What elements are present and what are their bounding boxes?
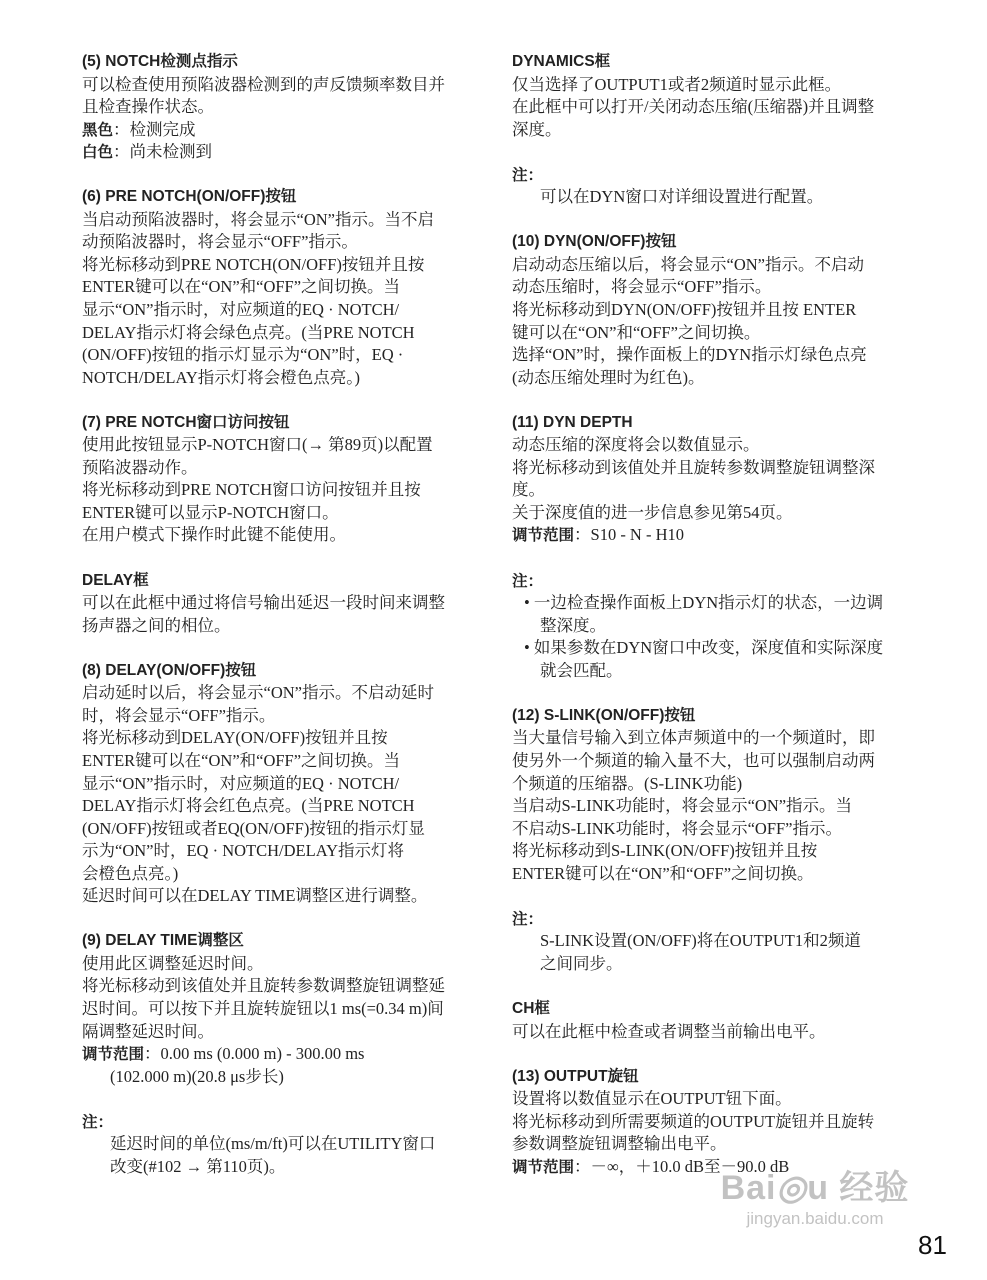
blank-line [82,908,482,931]
text: ：－∞，＋10.0 dB至－90.0 dB [574,1156,790,1176]
text: (9) DELAY TIME调整区 [82,932,244,950]
text-line [512,570,912,593]
text: DELAY指示灯将会绿色点亮。(当PRE NOTCH [82,322,415,342]
text: 时，将会显示“OFF”指示。 [82,705,276,725]
text-line [512,818,912,841]
text: 将光标移动到PRE NOTCH(ON/OFF)按钮并且按 [82,254,425,274]
text: 可以检查使用预陷波器检测到的声反馈频率数目并 [82,74,445,94]
text-line [512,164,912,187]
text-line [82,1133,482,1156]
text-line [512,276,912,299]
text: (ON/OFF)按钮或者EQ(ON/OFF)按钮的指示灯显 [82,818,425,838]
text: 可以在DYN窗口对详细设置进行配置。 [540,187,824,207]
text: 动预陷波器时，将会显示“OFF”指示。 [82,232,358,252]
text: 将光标移动到该值处并且旋转参数调整旋钮调整深 [512,457,875,477]
text-line [82,975,482,998]
text: 个频道的压缩器。(S-LINK功能) [512,773,743,793]
section-heading [512,51,912,74]
text-line [512,615,912,638]
text: 将光标移动到该值处并且旋转参数调整旋钮调整延 [82,976,445,996]
text-line [82,885,482,908]
text-line [82,231,482,254]
text-line [82,479,482,502]
text: 参数调整旋钮调整输出电平。 [512,1134,727,1154]
text: NOTCH/DELAY指示灯将会橙色点亮。) [82,367,361,387]
text: 在用户模式下操作时此键不能使用。 [82,525,346,545]
text: 关于深度值的进一步信息参见第54页。 [512,502,793,522]
text: 改变(#102 → 第110页)。 [110,1156,286,1176]
text-line [82,795,482,818]
text-line [82,119,482,142]
right-column [512,51,912,1178]
blank-line [82,164,482,187]
text: 启动延时以后，将会显示“ON”指示。不启动延时 [82,683,434,703]
label: 调节范围 [512,1158,575,1176]
section-heading [512,412,912,435]
text: DYNAMICS框 [512,53,611,70]
text-line [82,953,482,976]
text-line [82,344,482,367]
left-column [82,51,482,1178]
text: (动态压缩处理时为红色)。 [512,367,705,387]
blank-line [512,209,912,232]
text: (8) DELAY(ON/OFF)按钮 [82,661,257,679]
text: (12) S-LINK(ON/OFF)按钮 [512,706,696,724]
text: 示为“ON”时，EQ · NOTCH/DELAY指示灯将 [82,841,405,861]
text-line [512,637,912,660]
label: 调节范围 [512,527,575,545]
text: 启动动态压缩以后，将会显示“ON”指示。不启动 [512,254,864,274]
text: 延迟时间可以在DELAY TIME调整区进行调整。 [82,886,428,906]
text-line [82,434,482,457]
text-line [82,1043,482,1066]
text-line [512,863,912,886]
text-line [512,322,912,345]
blank-line [512,885,912,908]
text-line [512,930,912,953]
label: 黑色 [82,121,114,139]
text: 选择“ON”时，操作面板上的DYN指示灯绿色点亮 [512,345,867,365]
text-line [512,524,912,547]
text: 仅当选择了OUTPUT1或者2频道时显示此框。 [512,74,842,94]
text-line [82,524,482,547]
blank-line [82,389,482,412]
text: 键可以在“ON”和“OFF”之间切换。 [512,322,761,342]
text-line [512,727,912,750]
text-line [82,1066,482,1089]
text-line [82,254,482,277]
label: 注： [512,572,544,590]
text-line [82,1111,482,1134]
text-line [82,750,482,773]
text: 将光标移动到DYN(ON/OFF)按钮并且按 ENTER [512,300,857,320]
text-line [512,750,912,773]
text: (7) PRE NOTCH窗口访问按钮 [82,413,290,431]
text: 动态压缩的深度将会以数值显示。 [512,435,760,455]
label: 注： [512,910,544,928]
baidu-watermark-logo: Bai◎u 经验 jingyan.baidu.com [720,1169,910,1228]
section-heading [82,660,482,683]
text-line [82,209,482,232]
text: DELAY指示灯将会红色点亮。(当PRE NOTCH [82,796,415,816]
text-line [512,119,912,142]
text-line [512,840,912,863]
section-heading [82,412,482,435]
text: 深度。 [512,119,562,139]
text-line [512,660,912,683]
text-line [82,299,482,322]
text: 就会匹配。 [540,660,623,680]
text-line [512,1088,912,1111]
text-line [512,795,912,818]
page-number: 81 [918,1230,947,1260]
text-line [82,705,482,728]
text: 会橙色点亮。) [82,863,179,883]
text: ：检测完成 [113,119,196,139]
text: ENTER键可以在“ON”和“OFF”之间切换。当 [82,750,401,770]
text-line [512,367,912,390]
blank-line [82,547,482,570]
blank-line [512,389,912,412]
text: 可以在此框中检查或者调整当前输出电平。 [512,1021,826,1041]
text: (11) DYN DEPTH [512,413,633,431]
text-line [512,299,912,322]
text: 且检查操作状态。 [82,97,214,117]
text-line [512,773,912,796]
text-line [512,96,912,119]
text: 设置将以数值显示在OUTPUT钮下面。 [512,1089,792,1109]
text: 使用此按钮显示P-NOTCH窗口(→ 第89页)以配置 [82,435,433,455]
text: (13) OUTPUT旋钮 [512,1067,639,1085]
text-line [82,615,482,638]
text-line [82,863,482,886]
blank-line [512,682,912,705]
text-line [82,1021,482,1044]
text: ENTER键可以在“ON”和“OFF”之间切换。当 [82,277,401,297]
text-line [82,457,482,480]
text-line [512,1021,912,1044]
text-line [82,141,482,164]
text: 度。 [512,480,545,500]
text: 动态压缩时，将会显示“OFF”指示。 [512,277,772,297]
text: (6) PRE NOTCH(ON/OFF)按钮 [82,188,297,206]
text-line [82,502,482,525]
blank-line [512,547,912,570]
text: 使另外一个频道的输入量不大，也可以强制启动两 [512,750,875,770]
section-heading [82,51,482,74]
blank-line [82,1088,482,1111]
text: 迟时间。可以按下并且旋转旋钮以1 ms(=0.34 m)间 [82,998,444,1018]
text: 隔调整延迟时间。 [82,1021,214,1041]
text: 显示“ON”指示时，对应频道的EQ · NOTCH/ [82,300,400,320]
section-heading [82,570,482,593]
text: ：尚未检测到 [113,142,213,162]
blank-line [512,141,912,164]
label: 注： [82,1113,114,1131]
text: • 一边检查操作面板上DYN指示灯的状态，一边调 [524,593,884,613]
text: 当启动预陷波器时，将会显示“ON”指示。当不启 [82,209,434,229]
text-line [512,434,912,457]
text: 扬声器之间的相位。 [82,615,231,635]
text: DELAY框 [82,571,149,589]
text-line [512,254,912,277]
text: ENTER键可以在“ON”和“OFF”之间切换。 [512,863,814,883]
text-line [512,344,912,367]
text: 可以在此框中通过将信号输出延迟一段时间来调整 [82,593,445,613]
text-line [82,818,482,841]
text-line [82,74,482,97]
text-line [512,502,912,525]
text-line [512,953,912,976]
text: 将光标移动到所需要频道的OUTPUT旋钮并且旋转 [512,1111,875,1131]
section-heading [512,998,912,1021]
label: 白色 [82,144,114,162]
text-line [82,682,482,705]
text: 整深度。 [540,615,606,635]
text-line [82,96,482,119]
blank-line [82,637,482,660]
text-line [512,1133,912,1156]
text-line [512,1111,912,1134]
text: ：0.00 ms (0.000 m) - 300.00 ms [144,1044,365,1064]
text: 使用此区调整延迟时间。 [82,953,264,973]
section-heading [512,1066,912,1089]
text: 将光标移动到S-LINK(ON/OFF)按钮并且按 [512,841,818,861]
section-heading [512,705,912,728]
text-line [82,998,482,1021]
text-line [512,479,912,502]
text-line [512,186,912,209]
text: 预陷波器动作。 [82,457,198,477]
text: ：S10 - N - H10 [574,525,685,545]
blank-line [512,975,912,998]
text: ENTER键可以显示P-NOTCH窗口。 [82,502,339,522]
text: S-LINK设置(ON/OFF)将在OUTPUT1和2频道 [540,931,861,951]
text: 延迟时间的单位(ms/m/ft)可以在UTILITY窗口 [110,1134,436,1154]
text: 在此框中可以打开/关闭动态压缩(压缩器)并且调整 [512,97,875,117]
text-line [512,908,912,931]
label: 调节范围 [82,1046,145,1064]
text-line [82,322,482,345]
text: 当启动S-LINK功能时，将会显示“ON”指示。当 [512,796,853,816]
text-line [82,276,482,299]
section-heading [82,186,482,209]
text-line [82,1156,482,1179]
text-line [82,840,482,863]
text: • 如果参数在DYN窗口中改变，深度值和实际深度 [524,638,884,658]
text: 当大量信号输入到立体声频道中的一个频道时，即 [512,728,875,748]
text-line [82,727,482,750]
section-heading [82,930,482,953]
text: 之间同步。 [540,953,623,973]
text: 不启动S-LINK功能时，将会显示“OFF”指示。 [512,818,842,838]
text-line [82,592,482,615]
text: CH框 [512,999,550,1017]
text-line [512,592,912,615]
text: 将光标移动到PRE NOTCH窗口访问按钮并且按 [82,480,421,500]
text: (10) DYN(ON/OFF)按钮 [512,233,677,251]
blank-line [512,1043,912,1066]
text: (ON/OFF)按钮的指示灯显示为“ON”时，EQ · [82,345,404,365]
text: (5) NOTCH检测点指示 [82,53,238,70]
text: 将光标移动到DELAY(ON/OFF)按钮并且按 [82,728,388,748]
section-heading [512,231,912,254]
text: (102.000 m)(20.8 μs步长) [110,1066,284,1086]
label: 注： [512,166,544,184]
text-line [82,367,482,390]
text: 显示“ON”指示时，对应频道的EQ · NOTCH/ [82,773,400,793]
text-line [512,74,912,97]
text-line [512,457,912,480]
text-line [82,773,482,796]
